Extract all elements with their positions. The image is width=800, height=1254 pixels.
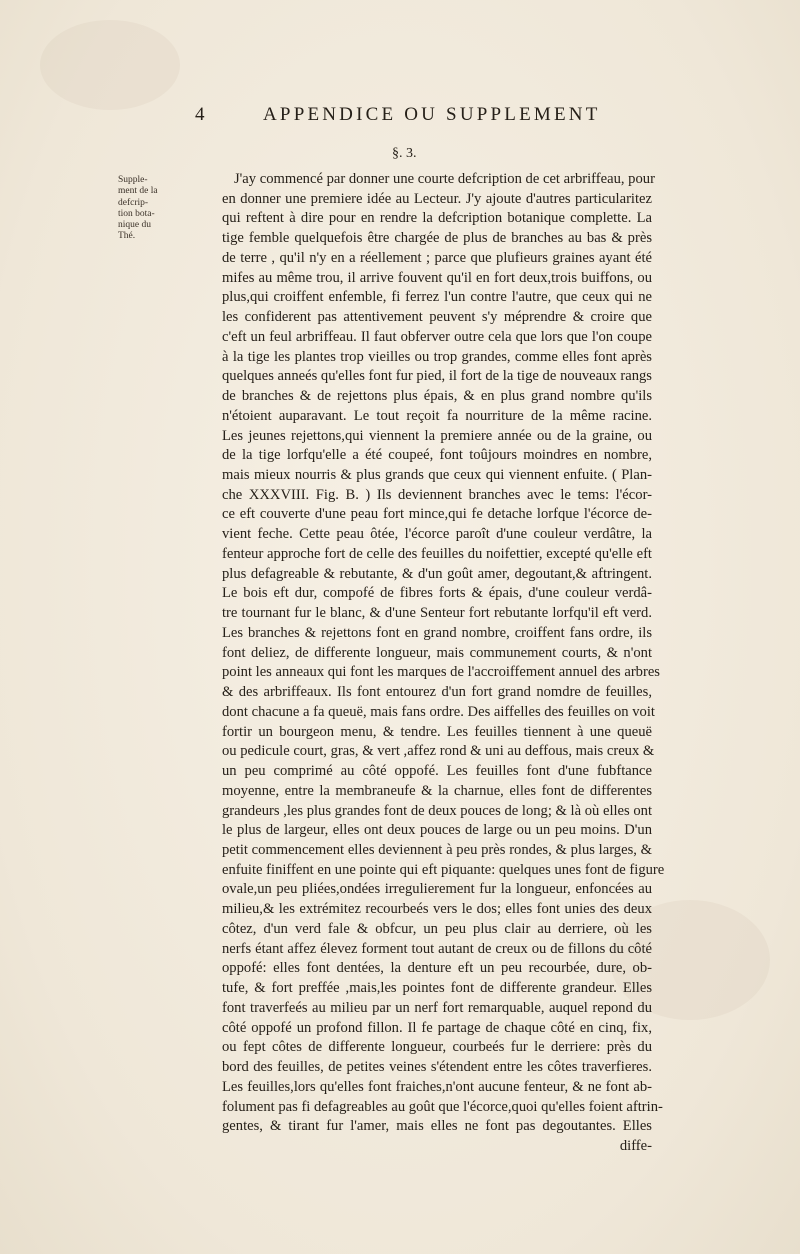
text-line: folument pas fi defagreables au goût que l'écorce,quoi qu'elles foient aftrin- xyxy=(222,1098,663,1115)
text-line: de terre , qu'il n'y en a réellement ; parce que plufieurs graines ayant été xyxy=(222,249,652,266)
text-line: ou fept côtes de differente longueur, courbeés fur le derriere: près du xyxy=(222,1039,652,1056)
margin-note xyxy=(118,175,204,243)
margin-note-line: ment de la xyxy=(118,186,158,197)
text-line: Le bois eft dur, compofé de fibres forts & épais, d'une couleur verdâ- xyxy=(222,585,652,602)
text-line: milieu,& les extrémitez recourbeés vers le dos; elles font unies des deux xyxy=(222,901,652,918)
text-line: quelques anneés qu'elles font fur pied, il fort de la tige de nouveaux rangs xyxy=(222,368,652,385)
text-line: en donner une premiere idée au Lecteur. J'y ajoute d'autres particularitez xyxy=(222,190,652,207)
text-line: ovale,un peu pliées,ondées irregulierement fur la longueur, enfoncées au xyxy=(222,881,652,898)
text-line: tufe, & fort preffée ,mais,les pointes font de differente grandeur. Elles xyxy=(222,980,652,997)
text-line: Les feuilles,lors qu'elles font fraiches,n'ont aucune fenteur, & ne font ab- xyxy=(222,1078,652,1095)
text-line: font traverfeés au milieu par un nerf fort remarquable, auquel repond du xyxy=(222,999,652,1016)
text-line: plus defagreable & rebutante, & d'un goût amer, degoutant,& aftringent. xyxy=(222,565,652,582)
catchword: diffe- xyxy=(619,1137,652,1154)
text-line: tre tournant fur le blanc, & d'une Senteur fort rebutante lorfqu'il eft verd. xyxy=(222,605,652,622)
text-line: moyenne, entre la membraneufe & la charnue, elles font de differentes xyxy=(222,782,652,799)
text-line: bord des feuilles, de petites veines s'étendent entre les côtes traverfieres. xyxy=(222,1059,652,1076)
margin-note-line: tion bota- xyxy=(118,208,155,219)
text-line: ce eft couverte d'une peau fort mince,qui fe detache lorfque l'écorce de- xyxy=(222,506,652,523)
running-title: APPENDICE OU SUPPLEMENT xyxy=(263,104,601,125)
text-line: le plus de largeur, elles ont deux pouces de large ou un peu moins. D'un xyxy=(222,822,652,839)
section-number: §. 3. xyxy=(392,146,417,161)
text-line: plus,qui croiffent enfemble, fi ferrez l'un contre l'autre, que ceux qui ne xyxy=(222,289,652,306)
text-line: point les anneaux qui font les marques de l'accroiffement annuel des arbres xyxy=(222,664,660,681)
text-line: un peu comprimé au côté oppofé. Les feuilles font d'une fubftance xyxy=(222,763,652,780)
text-line: & des arbriffeaux. Ils font entourez d'un fort grand nomdre de feuilles, xyxy=(222,684,652,701)
text-line: petit commencement elles deviennent à peu près rondes, & plus larges, & xyxy=(222,841,652,858)
text-line: mifes au même trou, il arrive fouvent qu'il en fort deux,trois buiffons, ou xyxy=(222,269,652,286)
margin-note-line: Thé. xyxy=(118,231,136,242)
text-line: gentes, & tirant fur l'amer, mais elles ne font pas degoutantes. Elles xyxy=(222,1118,652,1135)
margin-note-line: nique du xyxy=(118,220,151,231)
text-line: qui reftent à dire pour en rendre la defcription botanique complette. La xyxy=(222,210,652,227)
running-header xyxy=(195,104,650,128)
text-line: fenteur approche fort de celle des feuilles du noifettier, excepté qu'elle eft xyxy=(222,545,652,562)
text-line: les confiderent pas attentivement peuvent s'y méprendre & croire que xyxy=(222,309,652,326)
text-line: grandeurs ,les plus grandes font de deux pouces de long; & là où elles ont xyxy=(222,802,653,819)
text-line: J'ay commencé par donner une courte defcription de cet arbriffeau, pour xyxy=(234,171,655,187)
page-number: 4 xyxy=(195,104,206,125)
text-line: ou pedicule court, gras, & vert ,affez rond & uni au deffous, mais creux & xyxy=(222,743,655,760)
text-line: côté oppofé un profond fillon. Il fe partage de chaque côté en cinq, fix, xyxy=(222,1019,652,1036)
text-line: dont chacune a fa queuë, mais fans ordre. Des aiffelles des feuilles on voit xyxy=(222,703,655,720)
text-line: c'eft un feul arbriffeau. Il faut obferver outre cela que lors que l'on coupe xyxy=(222,328,652,345)
text-line: vient feche. Cette peau ôtée, l'écorce paroît d'une couleur verdâtre, la xyxy=(222,526,652,543)
text-line: Les jeunes rejettons,qui viennent la premiere année ou de la graine, ou xyxy=(222,427,652,444)
text-line: Les branches & rejettons font en grand nombre, croiffent fans ordre, ils xyxy=(222,624,652,641)
text-line: mais mieux nourris & plus grands que ceux qui viennent enfuite. ( Plan- xyxy=(222,467,652,484)
text-line: oppofé: elles font dentées, la denture eft un peu recourbée, dure, ob- xyxy=(222,960,652,977)
text-line: côtez, d'un verd fale & obfcur, un peu plus clair au derriere, où les xyxy=(222,920,652,937)
margin-note-line: defcrip- xyxy=(118,197,149,208)
text-line: enfuite finiffent en une pointe qui eft piquante: quelques unes font de figure xyxy=(222,861,665,878)
body-text xyxy=(222,170,665,1157)
text-line: n'étoient auparavant. Le tout reçoit fa nourriture de la même racine. xyxy=(222,407,652,424)
text-line: de branches & de rejettons plus épais, & en plus grand nombre qu'ils xyxy=(222,388,652,405)
margin-note-line: Supple- xyxy=(118,175,148,185)
text-line: de la tige lorfqu'elle a été coupeé, font toûjours moindres en nombre, xyxy=(222,447,652,464)
paper-stain xyxy=(40,20,180,110)
text-line: à la tige les plantes trop vieilles ou trop grandes, comme elles font après xyxy=(222,348,652,365)
text-line: che XXXVIII. Fig. B. ) Ils deviennent branches avec le tems: l'écor- xyxy=(222,486,652,503)
text-line: tige femble quelquefois être chargée de plus de branches au bas & près xyxy=(222,230,652,247)
text-line: nerfs étant affez élevez forment tout autant de creux ou de fillons du côté xyxy=(222,940,652,957)
text-line: font deliez, de differente longueur, mais communement courts, & n'ont xyxy=(222,644,652,661)
text-line: fortir un bourgeon menu, & tendre. Les feuilles tiennent à une queuë xyxy=(222,723,652,740)
